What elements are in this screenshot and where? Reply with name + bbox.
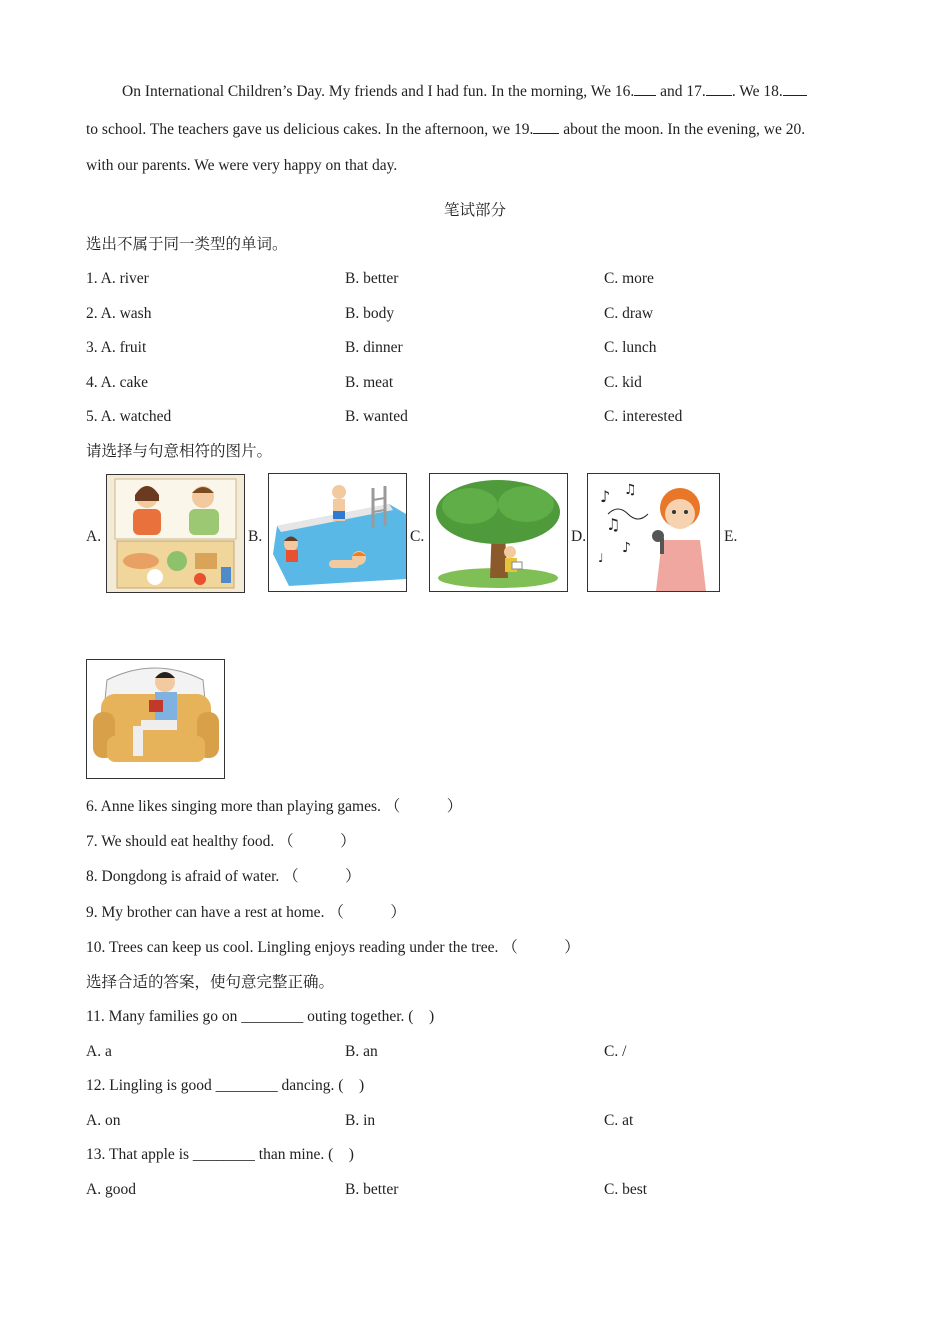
q1-option-a: 1. A. river bbox=[86, 270, 149, 287]
blank-19 bbox=[533, 119, 559, 134]
passage-line-3: with our parents. We were very happy on that day. bbox=[86, 157, 398, 174]
q1-option-c: C. more bbox=[604, 270, 654, 287]
q11-question: 11. Many families go on ________ outing together. ( ) bbox=[86, 1008, 435, 1025]
picture-label-c: C. bbox=[410, 528, 425, 545]
q5-option-a: 5. A. watched bbox=[86, 408, 172, 425]
q4-option-c: C. kid bbox=[604, 374, 642, 391]
section-title: 笔试部分 bbox=[443, 202, 506, 219]
picture-b-swimming-pool bbox=[268, 473, 407, 592]
q13-option-b: B. better bbox=[345, 1181, 399, 1198]
q1-option-b: B. better bbox=[345, 270, 399, 287]
passage-line-2: to school. The teachers gave us delicious cakes. In the afternoon, we 19. about the moon. In the evening, we 20. bbox=[86, 121, 806, 138]
q12-option-a: A. on bbox=[86, 1112, 121, 1129]
q2-option-c: C. draw bbox=[604, 305, 654, 322]
blank-18 bbox=[783, 81, 807, 96]
q5-option-c: C. interested bbox=[604, 408, 683, 425]
q13-option-c: C. best bbox=[604, 1181, 648, 1198]
blank-17 bbox=[706, 81, 732, 96]
picture-label-b: B. bbox=[248, 528, 263, 545]
svg-text:♫: ♫ bbox=[624, 482, 637, 498]
svg-text:♩: ♩ bbox=[598, 551, 604, 565]
blank-16 bbox=[634, 81, 656, 96]
picture-label-e: E. bbox=[724, 528, 738, 545]
q4-option-a: 4. A. cake bbox=[86, 374, 148, 391]
q12-option-c: C. at bbox=[604, 1112, 634, 1129]
q2-option-a: 2. A. wash bbox=[86, 305, 152, 322]
picture-a-family-meal bbox=[106, 474, 245, 593]
q13-option-a: A. good bbox=[86, 1181, 136, 1198]
part2-instruction: 请选择与句意相符的图片。 bbox=[86, 443, 273, 460]
q6-sentence: 6. Anne likes singing more than playing games. （ ） bbox=[86, 798, 463, 815]
q8-sentence: 8. Dongdong is afraid of water. （ ） bbox=[86, 868, 361, 885]
q13-question: 13. That apple is ________ than mine. ( ) bbox=[86, 1146, 354, 1163]
picture-label-a: A. bbox=[86, 528, 102, 545]
svg-text:♫: ♫ bbox=[606, 515, 621, 534]
q11-option-b: B. an bbox=[345, 1043, 378, 1060]
picture-c-reading-under-tree bbox=[429, 473, 568, 592]
q12-question: 12. Lingling is good ________ dancing. ( ) bbox=[86, 1077, 365, 1094]
q3-option-b: B. dinner bbox=[345, 339, 403, 356]
svg-text:♪: ♪ bbox=[622, 540, 631, 556]
q7-sentence: 7. We should eat healthy food. （ ） bbox=[86, 833, 356, 850]
q9-sentence: 9. My brother can have a rest at home. （ ） bbox=[86, 904, 406, 921]
q4-option-b: B. meat bbox=[345, 374, 394, 391]
q3-option-a: 3. A. fruit bbox=[86, 339, 147, 356]
part3-instruction: 选择合适的答案，使句意完整正确。 bbox=[86, 974, 335, 991]
svg-text:♪: ♪ bbox=[600, 487, 611, 506]
picture-label-d: D. bbox=[571, 528, 587, 545]
passage-line-1: On International Children’s Day. My friends and I had fun. In the morning, We 16. and 17. . We 18. bbox=[122, 81, 807, 102]
q12-option-b: B. in bbox=[345, 1112, 376, 1129]
picture-e-reading-on-sofa bbox=[86, 659, 225, 779]
q11-option-c: C. / bbox=[604, 1043, 627, 1060]
q2-option-b: B. body bbox=[345, 305, 395, 322]
q3-option-c: C. lunch bbox=[604, 339, 657, 356]
q10-sentence: 10. Trees can keep us cool. Lingling enjoys reading under the tree. （ ） bbox=[86, 939, 580, 956]
q11-option-a: A. a bbox=[86, 1043, 112, 1060]
q5-option-b: B. wanted bbox=[345, 408, 408, 425]
part1-instruction: 选出不属于同一类型的单词。 bbox=[86, 236, 288, 253]
picture-d-girl-singing bbox=[587, 473, 720, 592]
